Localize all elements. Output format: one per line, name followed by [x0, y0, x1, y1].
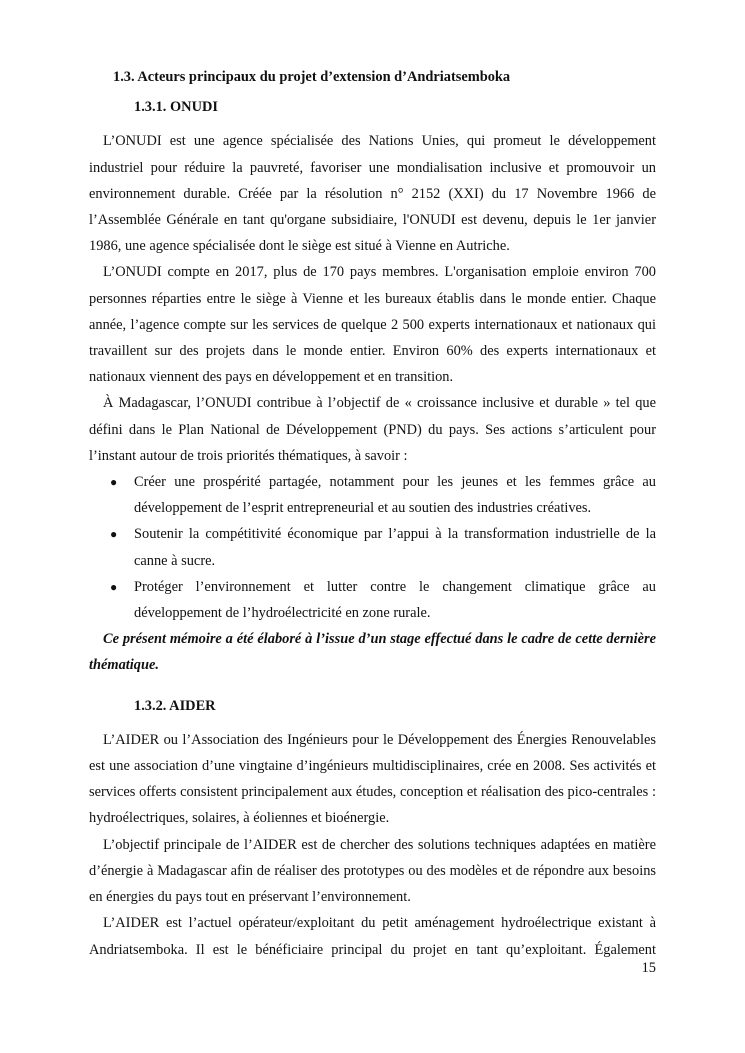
emphasis-paragraph: Ce présent mémoire a été élaboré à l’issue d’un stage effectué dans le cadre de cette dernière thématique. — [89, 631, 656, 674]
document-page — [89, 64, 656, 963]
list-item — [89, 469, 656, 521]
aider-heading: 1.3.2. AIDER — [134, 697, 216, 714]
onudi-paragraph-1: L’ONUDI est une agence spécialisée des Nations Unies, qui promeut le développement industriel pour réduire la pauvreté, favoriser une mondialisation inclusive et promouvoir un environnement durable. Créée par la résolution n° 2152 (XXI) du 17 Novembre 1966 de l’Assemblée Générale en tant qu'organe subsidiaire, l'ONUDI est devenu, depuis le 1er janvier 1986, une agence spécialisée dont le siège est situé à Vienne en Autriche. — [89, 133, 656, 255]
bullet-icon: ● — [110, 579, 118, 594]
bullet-icon: ● — [110, 475, 118, 490]
list-item — [89, 574, 656, 626]
onudi-paragraph-2: L’ONUDI compte en 2017, plus de 170 pays membres. L'organisation emploie environ 700 personnes réparties entre le siège à Vienne et les bureaux établis dans le monde entier. Chaque année, l’agence compte sur les services de quelque 2 500 experts internationaux et nationaux qui travaillent sur des projets dans le monde entier. Environ 60% des experts internationaux et nationaux viennent des pays en développement et en transition. — [89, 264, 656, 386]
onudi-heading: 1.3.1. ONUDI — [134, 99, 218, 116]
aider-paragraph-1: L’AIDER ou l’Association des Ingénieurs pour le Développement des Énergies Renouvelables est une association d’une vingtaine d’ingénieurs multidisciplinaires, crée en 2008. Ses activités et services offerts consistent principalement aux études, conception et réalisation des pico-centrales : hydroélectriques, solaires, à éoliennes et bioénergie. — [89, 731, 656, 827]
onudi-paragraph-3: À Madagascar, l’ONUDI contribue à l’objectif de « croissance inclusive et durable » tel que défini dans le Plan National de Développement (PND) du pays. Ses actions s’articulent pour l’instant autour de trois priorités thématiques, à savoir : — [89, 395, 656, 464]
aider-paragraph-2: L’objectif principale de l’AIDER est de chercher des solutions techniques adaptées en matière d’énergie à Madagascar afin de réaliser des prototypes ou des modèles et de répondre aux besoins en énergies du pays tout en préservant l’environnement. — [89, 836, 656, 906]
priorities-list — [89, 469, 656, 626]
section-heading: 1.3. Acteurs principaux du projet d’extension d’Andriatsemboka — [113, 69, 511, 85]
list-item-text: Protéger l’environnement et lutter contre le changement climatique grâce au développement de l’hydroélectricité en zone rurale. — [134, 578, 656, 622]
list-item-text: Soutenir la compétitivité économique par l’appui à la transformation industrielle de la canne à sucre. — [134, 526, 656, 569]
bullet-icon: ● — [110, 527, 118, 542]
list-item — [89, 521, 656, 573]
list-item-text: Créer une prospérité partagée, notamment pour les jeunes et les femmes grâce au développement de l’esprit entrepreneurial et au soutien des industries créatives. — [134, 474, 656, 517]
aider-paragraph-3: L’AIDER est l’actuel opérateur/exploitant du petit aménagement hydroélectrique existant à Andriatsemboka. Il est le bénéficiaire principal du projet en tant qu’exploitant. Également — [89, 915, 656, 958]
page-number: 15 — [641, 960, 656, 976]
